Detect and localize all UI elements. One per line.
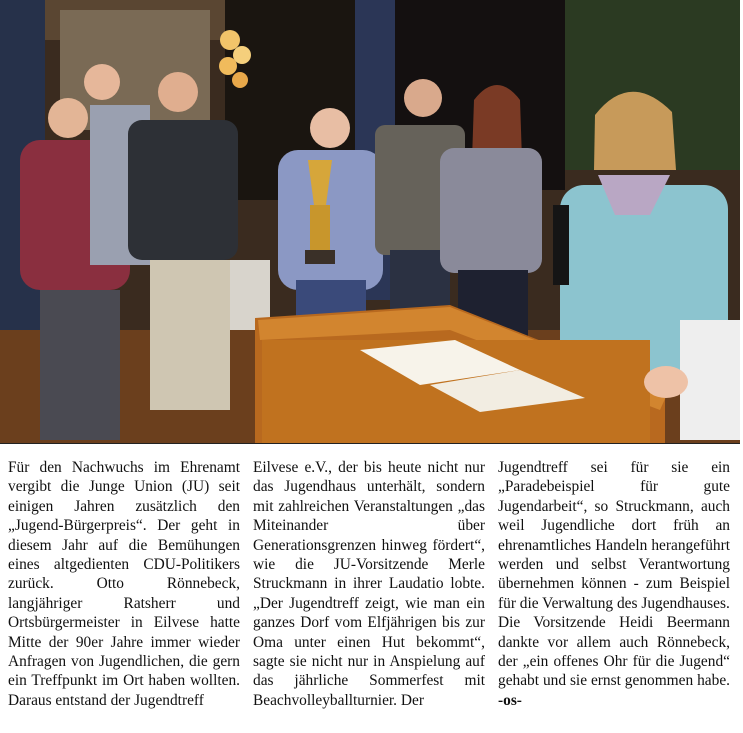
article-paragraph: Jugendtreff sei für sie ein „Paradebeispiel für gute Jugendarbeit“, so Struckmann, auch weil Jugendliche dort früh an ehrenamtliches Handeln herangeführt werden und selbst Verantwortung übernehmen können - zum Beispiel für die Verwaltung des Jugendhauses. xyxy=(498,459,730,612)
article-column-1 xyxy=(8,458,240,710)
article-paragraph: Eilvese e.V., der bis heute nicht nur das Jugendhaus unterhält, sondern mit zahlreichen Veranstaltungen „das Miteinander über Generationsgrenzen hinweg fördert“, wie die JU-Vorsitzende Merle Struckmann in ihrer Laudatio lobte. „Der Jugendtreff zeigt, wie man ein ganzes Dorf vom Elfjährigen bis zur Oma unter einen Hut bekommt“, sagte sie nicht nur in Anspielung auf das jährliche Sommerfest mit Beachvolleyballturnier. Der xyxy=(253,459,485,709)
author-signature: -os- xyxy=(498,691,522,709)
article-paragraph-text: Die Vorsitzende Heidi Beermann dankte vor allem auch Rönnebeck, der „ein offenes Ohr für die Jugend“ gehabt und sie ernst genommen habe. xyxy=(498,614,730,690)
article-paragraph-end xyxy=(498,613,730,710)
article-column-2 xyxy=(253,458,485,710)
article-column-3 xyxy=(498,458,730,710)
article-paragraph: Für den Nachwuchs im Ehrenamt vergibt die Junge Union (JU) seit einigen Jahren zusätzlich den „Jugend-Bürgerpreis“. Der geht in diesem Jahr auf die Bemühungen eines altgedienten CDU-Politikers zurück. Otto Rönnebeck, langjähriger Ratsherr und Ortsbürgermeister in Eilvese hatte Mitte der 90er Jahre immer wieder Anfragen von Jugendlichen, die gern ein Treffpunkt im Ort haben wollten. Daraus entstand der Jugendtreff xyxy=(8,459,240,709)
